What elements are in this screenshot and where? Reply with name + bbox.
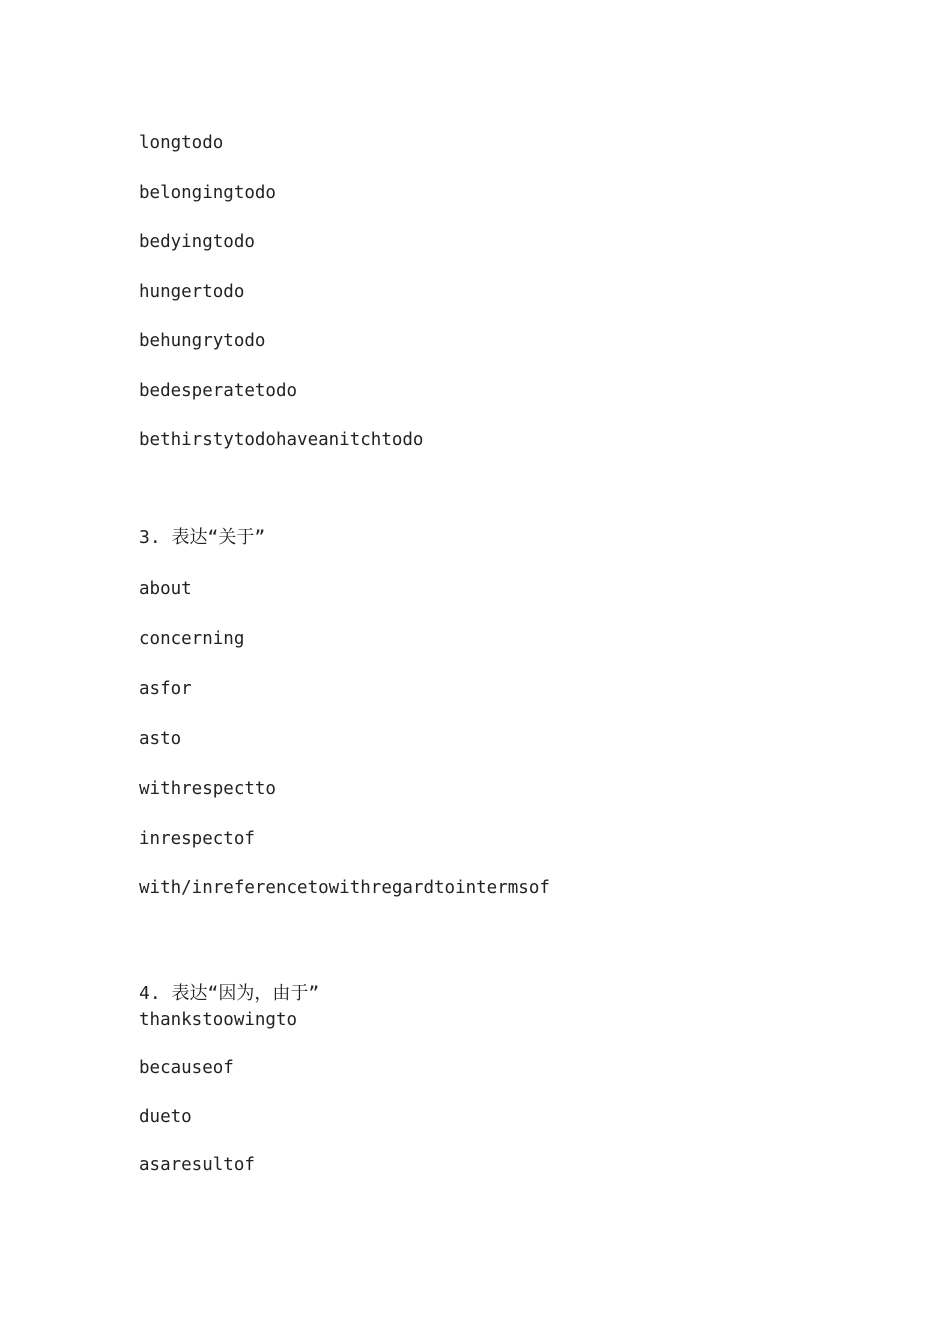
phrase-line: bedyingtodo [139,232,255,252]
phrase-line: bethirstytodohaveanitchtodo [139,430,424,450]
phrase-line: with/inreferencetowithregardtointermsof [139,878,550,898]
phrase-line: concerning [139,629,245,649]
phrase-line: about [139,579,192,599]
phrase-line: hungertodo [139,282,245,302]
phrase-line: asto [139,729,182,749]
phrase-line: longtodo [139,133,224,153]
phrase-line: asaresultof [139,1155,255,1175]
phrase-line: asfor [139,679,192,699]
phrase-line: belongingtodo [139,183,276,203]
phrase-line: dueto [139,1107,192,1127]
section-3-heading: 3. 表达“关于” [139,527,266,548]
section-4-heading: 4. 表达“因为，由于” [139,983,320,1004]
phrase-line: inrespectof [139,829,255,849]
phrase-line: thankstoowingto [139,1010,298,1030]
phrase-line: bedesperatetodo [139,381,298,401]
phrase-line: becauseof [139,1058,234,1078]
phrase-line: behungrytodo [139,331,266,351]
phrase-line: withrespectto [139,779,276,799]
